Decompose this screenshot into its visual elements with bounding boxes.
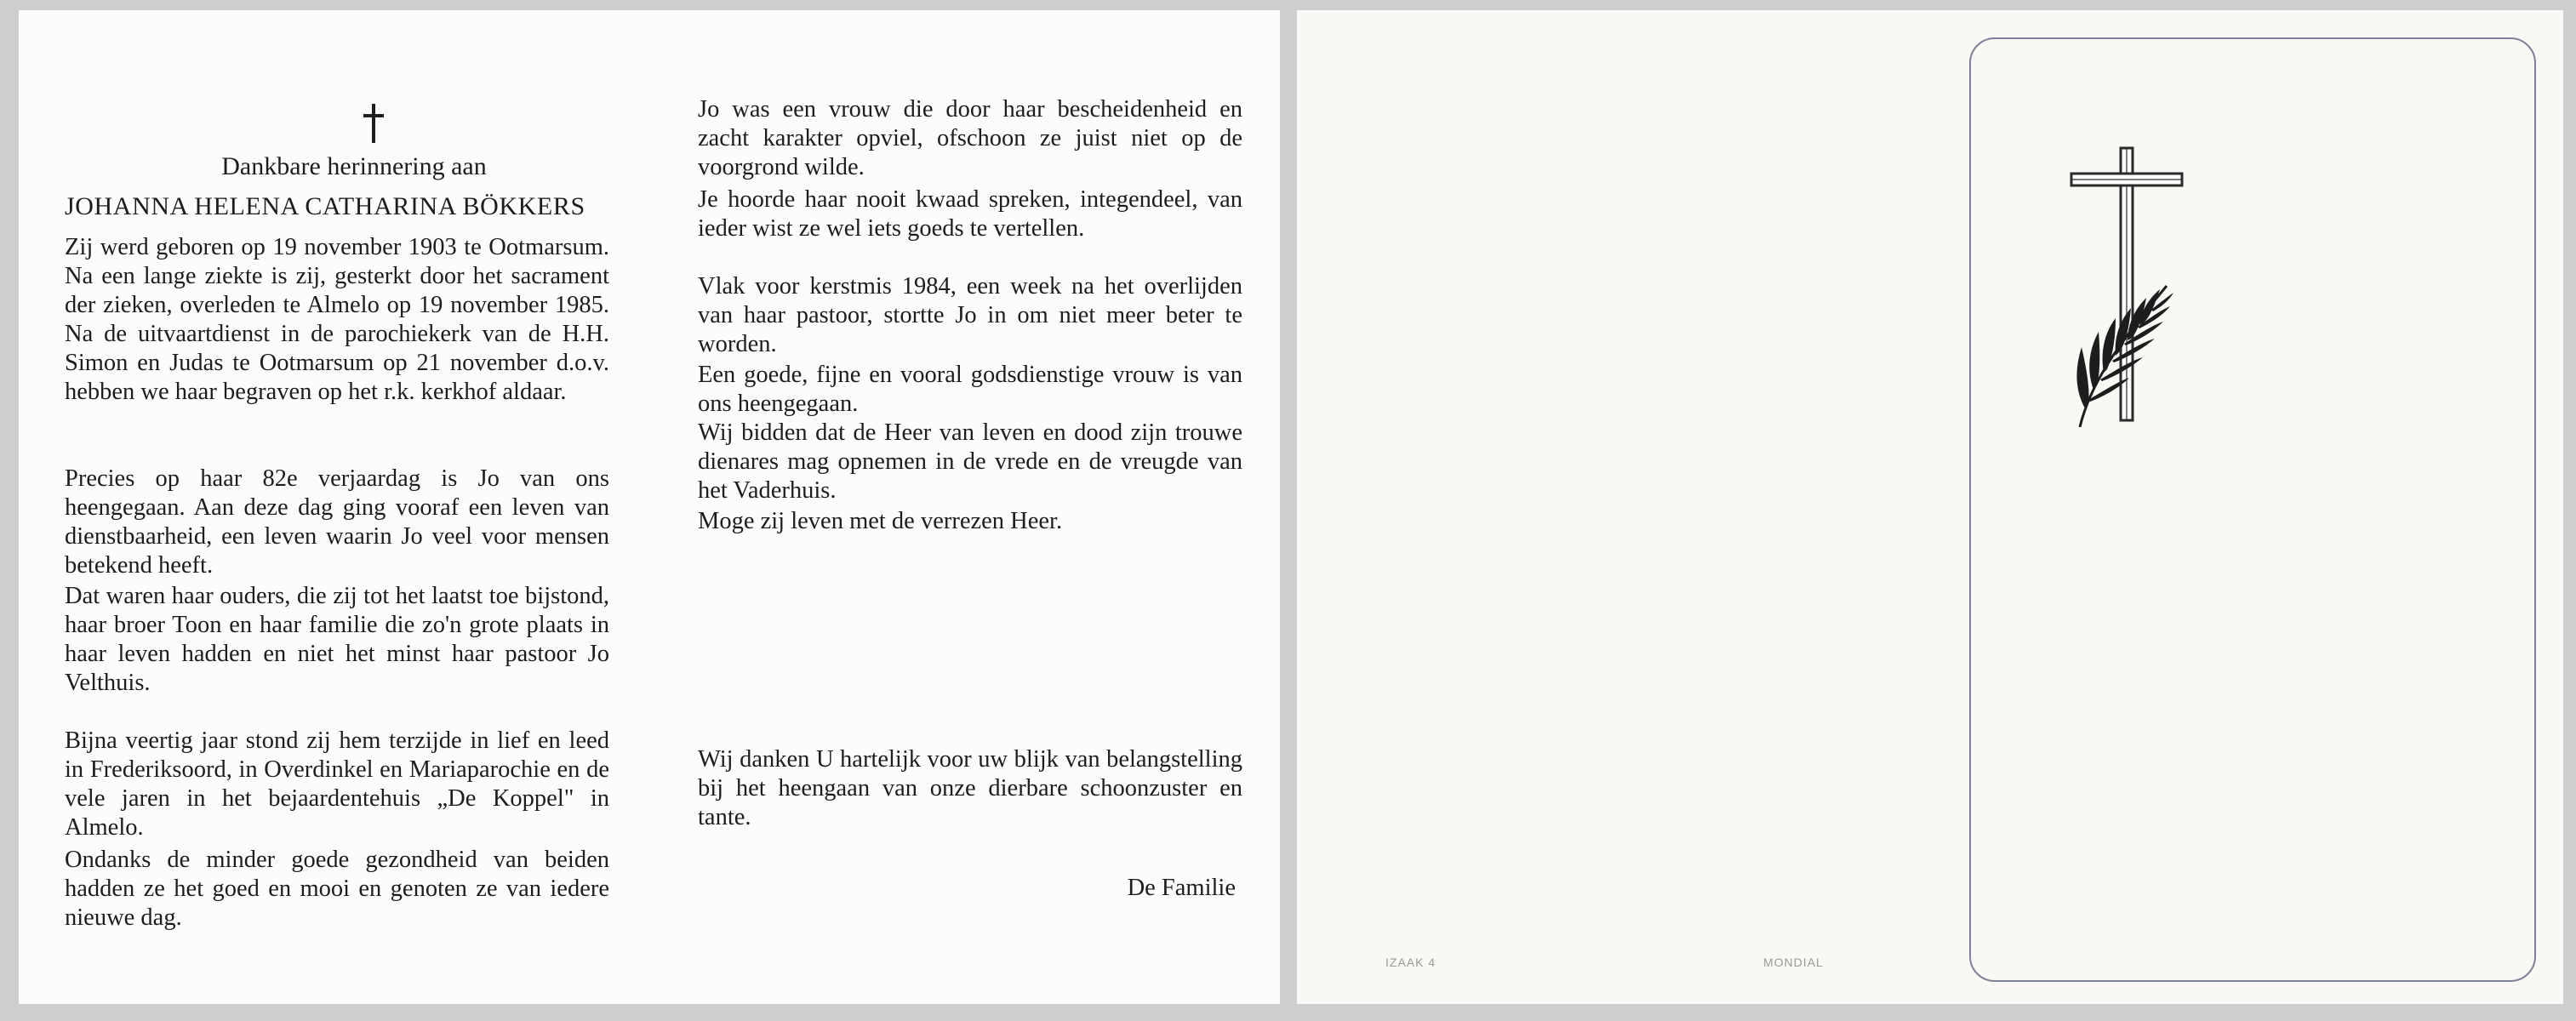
paragraph-thanks: Wij danken U hartelijk voor uw blijk van belangstelling bij het heengaan van onze dierbare schoonzuster en tante. — [698, 746, 1242, 830]
cross-icon — [363, 104, 385, 143]
paragraph-family: Dat waren haar ouders, die zij tot het laatst toe bijstond, haar broer Toon en haar familie die zo'n grote plaats in haar leven hadden en niet het minst haar pastoor Jo Velthuis. — [65, 583, 609, 696]
paragraph-health: Ondanks de minder goede gezondheid van beiden hadden ze het goed en mooi en genoten ze van iedere nieuwe dag. — [65, 847, 609, 931]
paragraph-pastoor: Bijna veertig jaar stond zij hem terzijde in lief en leed in Frederiksoord, in Overdinkel en Mariaparochie en de vele jaren in het bejaardentehuis „De Koppel" in Almelo. — [65, 727, 609, 841]
paragraph-prayer: Wij bidden dat de Heer van leven en dood zijn trouwe dienares mag opnemen in de vrede en de vreugde van het Vaderhuis. — [698, 419, 1242, 504]
deceased-name: JOHANNA HELENA CATHARINA BÖKKERS — [65, 192, 585, 220]
paragraph-birthday: Precies op haar 82e verjaardag is Jo van ons heengegaan. Aan deze dag ging vooraf een leven van dienstbaarheid, een leven waarin Jo veel voor mensen betekend heeft. — [65, 465, 609, 579]
paragraph-christmas: Vlak voor kerstmis 1984, een week na het overlijden van haar pastoor, stortte Jo in om niet meer beter te worden. — [698, 273, 1242, 357]
paragraph-goede-vrouw: Een goede, fijne en vooral godsdienstige vrouw is van ons heengegaan. — [698, 362, 1242, 417]
remembrance-heading: Dankbare herinnering aan — [221, 152, 487, 180]
paragraph-speech: Je hoorde haar nooit kwaad spreken, integendeel, van ieder wist ze wel iets goeds te vertellen. — [698, 186, 1242, 242]
signature: De Familie — [1127, 875, 1236, 901]
paragraph-moge: Moge zij leven met de verrezen Heer. — [698, 508, 1063, 534]
publisher-mark: MONDIAL — [1763, 955, 1824, 969]
memorial-card-text-side — [19, 10, 1280, 1004]
cross-with-palm-icon — [2037, 129, 2225, 431]
memorial-card-cover-side — [1297, 10, 2563, 1004]
printer-code: IZAAK 4 — [1385, 955, 1437, 969]
paragraph-character: Jo was een vrouw die door haar bescheidenheid en zacht karakter opviel, ofschoon ze juist niet op de voorgrond wilde. — [698, 96, 1242, 180]
paragraph-birth-death: Zij werd geboren op 19 november 1903 te Ootmarsum. Na een lange ziekte is zij, gesterkt door het sacrament der zieken, overleden te Almelo op 19 november 1985. Na de uitvaartdienst in de parochiekerk van de H.H. Simon en Judas te Ootmarsum op 21 november d.o.v. hebben we haar begraven op het r.k. kerkhof aldaar. — [65, 234, 609, 405]
